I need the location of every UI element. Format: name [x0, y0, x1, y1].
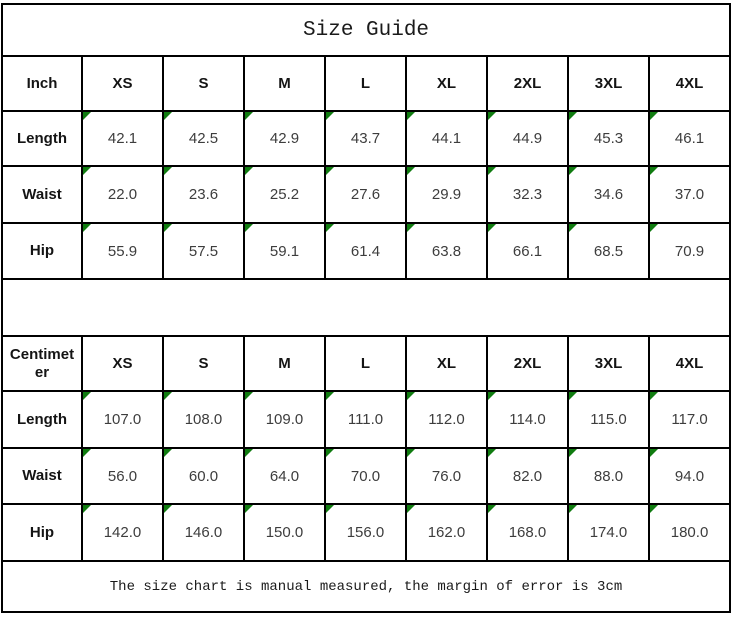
size-cell [487, 504, 568, 561]
size-header-l: L [325, 336, 406, 391]
cell-flag-icon [245, 224, 253, 232]
size-cell [244, 166, 325, 223]
cell-flag-icon [326, 449, 334, 457]
cell-value: 61.4 [350, 242, 381, 260]
cell-value: 70.0 [350, 467, 381, 485]
cell-value: 168.0 [508, 524, 547, 541]
cell-flag-icon [650, 112, 658, 120]
cell-value: 56.0 [107, 467, 138, 485]
size-cell [406, 166, 487, 223]
cell-flag-icon [569, 449, 577, 457]
size-cell [244, 223, 325, 279]
size-header-m: M [244, 56, 325, 111]
size-header-4xl: 4XL [649, 56, 730, 111]
size-cell [487, 391, 568, 448]
cell-value: 108.0 [184, 411, 223, 428]
size-header-3xl: 3XL [568, 336, 649, 391]
cell-value: 46.1 [674, 130, 705, 147]
cell-flag-icon [245, 112, 253, 120]
row-label-length: Length [2, 111, 82, 166]
cell-flag-icon [83, 392, 91, 400]
cell-flag-icon [83, 505, 91, 513]
cell-flag-icon [407, 449, 415, 457]
cell-flag-icon [407, 505, 415, 513]
cell-flag-icon [164, 112, 172, 120]
cell-flag-icon [650, 167, 658, 175]
size-cell [568, 223, 649, 279]
row-label-waist: Waist [2, 448, 82, 504]
cell-value: 76.0 [431, 467, 462, 485]
size-cell [163, 391, 244, 448]
cell-flag-icon [650, 449, 658, 457]
size-header-s: S [163, 56, 244, 111]
cm-header-row [2, 336, 730, 391]
cell-value: 112.0 [428, 411, 465, 428]
cell-value: 174.0 [589, 524, 628, 541]
size-cell [487, 166, 568, 223]
cell-value: 156.0 [346, 524, 385, 541]
cell-value: 42.1 [107, 130, 138, 147]
size-cell [649, 166, 730, 223]
cell-flag-icon [569, 112, 577, 120]
cell-value: 180.0 [670, 524, 709, 541]
spacer-row [2, 279, 730, 336]
size-header-l: L [325, 56, 406, 111]
table-row [2, 223, 730, 279]
unit-header-inch: Inch [2, 56, 82, 111]
size-cell [82, 391, 163, 448]
cell-value: 64.0 [269, 467, 300, 485]
cell-flag-icon [407, 112, 415, 120]
cell-value: 45.3 [593, 130, 624, 147]
spacer-cell [2, 279, 730, 336]
cell-flag-icon [488, 505, 496, 513]
cell-flag-icon [326, 167, 334, 175]
cell-value: 44.9 [512, 130, 543, 147]
table-row [2, 166, 730, 223]
size-cell [325, 391, 406, 448]
size-cell [163, 111, 244, 166]
cell-flag-icon [650, 505, 658, 513]
cell-flag-icon [650, 224, 658, 232]
cell-flag-icon [650, 392, 658, 400]
cell-value: 27.6 [350, 186, 381, 203]
size-cell [163, 504, 244, 561]
cell-value: 115.0 [590, 411, 627, 428]
cell-value: 22.0 [107, 186, 138, 203]
cell-flag-icon [164, 167, 172, 175]
footer-row [2, 561, 730, 612]
cell-value: 88.0 [593, 467, 624, 485]
size-cell [325, 111, 406, 166]
size-cell [244, 391, 325, 448]
size-header-xs: XS [82, 56, 163, 111]
cell-flag-icon [83, 112, 91, 120]
cell-value: 42.5 [188, 130, 219, 147]
size-header-xl: XL [406, 336, 487, 391]
size-cell [244, 448, 325, 504]
size-header-m: M [244, 336, 325, 391]
size-cell [406, 223, 487, 279]
cell-value: 55.9 [107, 242, 138, 260]
size-cell [649, 223, 730, 279]
cell-flag-icon [164, 224, 172, 232]
cell-value: 44.1 [431, 130, 462, 147]
cell-flag-icon [488, 392, 496, 400]
cell-value: 150.0 [265, 524, 304, 541]
cell-value: 25.2 [269, 186, 300, 203]
cell-value: 43.7 [350, 130, 381, 147]
size-cell [163, 166, 244, 223]
size-cell [568, 166, 649, 223]
row-label-hip: Hip [2, 223, 82, 279]
size-cell [406, 504, 487, 561]
cell-value: 117.0 [671, 411, 708, 428]
size-cell [568, 391, 649, 448]
row-label-waist: Waist [2, 166, 82, 223]
size-cell [406, 391, 487, 448]
size-cell [649, 448, 730, 504]
cell-value: 68.5 [593, 242, 624, 260]
cell-flag-icon [83, 224, 91, 232]
size-cell [325, 448, 406, 504]
table-row [2, 448, 730, 504]
size-cell [82, 166, 163, 223]
size-cell [325, 504, 406, 561]
size-header-2xl: 2XL [487, 56, 568, 111]
size-cell [649, 111, 730, 166]
size-cell [82, 504, 163, 561]
cell-value: 146.0 [184, 524, 223, 541]
size-cell [487, 111, 568, 166]
cell-value: 114.0 [509, 411, 546, 428]
size-cell [82, 223, 163, 279]
cell-flag-icon [569, 505, 577, 513]
cell-flag-icon [164, 505, 172, 513]
size-cell [487, 448, 568, 504]
cell-value: 142.0 [103, 524, 142, 541]
size-cell [568, 111, 649, 166]
size-cell [82, 448, 163, 504]
size-cell [649, 391, 730, 448]
cell-flag-icon [83, 167, 91, 175]
cell-flag-icon [407, 167, 415, 175]
cell-flag-icon [488, 167, 496, 175]
page-title: Size Guide [2, 4, 730, 56]
cell-value: 66.1 [512, 242, 543, 260]
size-cell [244, 111, 325, 166]
size-header-2xl: 2XL [487, 336, 568, 391]
cell-flag-icon [326, 224, 334, 232]
size-cell [325, 166, 406, 223]
size-cell [406, 111, 487, 166]
size-header-s: S [163, 336, 244, 391]
cell-value: 29.9 [431, 186, 462, 203]
cell-value: 111.0 [347, 411, 384, 428]
title-row [2, 4, 730, 56]
cell-flag-icon [407, 224, 415, 232]
cell-value: 23.6 [188, 186, 219, 203]
cell-flag-icon [164, 449, 172, 457]
cell-value: 34.6 [593, 186, 624, 203]
size-cell [163, 223, 244, 279]
cell-value: 32.3 [512, 186, 543, 203]
cell-value: 63.8 [431, 242, 462, 260]
cell-flag-icon [569, 167, 577, 175]
cell-flag-icon [569, 224, 577, 232]
size-header-3xl: 3XL [568, 56, 649, 111]
size-cell [244, 504, 325, 561]
cell-value: 57.5 [188, 242, 219, 260]
cell-flag-icon [245, 449, 253, 457]
cell-value: 162.0 [427, 524, 466, 541]
cell-value: 42.9 [269, 130, 300, 147]
cell-flag-icon [488, 112, 496, 120]
cell-value: 60.0 [188, 467, 219, 485]
table-row [2, 111, 730, 166]
cell-value: 37.0 [674, 186, 705, 203]
size-guide-table [1, 3, 731, 613]
size-cell [82, 111, 163, 166]
footer-note: The size chart is manual measured, the margin of error is 3cm [2, 561, 730, 612]
cell-value: 107.0 [103, 411, 142, 428]
cell-value: 109.0 [265, 411, 304, 428]
cell-flag-icon [488, 449, 496, 457]
cell-flag-icon [164, 392, 172, 400]
inch-header-row [2, 56, 730, 111]
cell-flag-icon [245, 392, 253, 400]
cell-flag-icon [407, 392, 415, 400]
cell-flag-icon [245, 167, 253, 175]
size-header-xs: XS [82, 336, 163, 391]
row-label-length: Length [2, 391, 82, 448]
cell-value: 70.9 [674, 242, 705, 260]
size-header-xl: XL [406, 56, 487, 111]
cell-flag-icon [326, 505, 334, 513]
cell-flag-icon [488, 224, 496, 232]
cell-flag-icon [245, 505, 253, 513]
size-cell [649, 504, 730, 561]
cell-value: 82.0 [512, 467, 543, 485]
cell-value: 59.1 [269, 242, 300, 260]
size-cell [568, 448, 649, 504]
table-row [2, 504, 730, 561]
cell-flag-icon [83, 449, 91, 457]
row-label-hip: Hip [2, 504, 82, 561]
size-header-4xl: 4XL [649, 336, 730, 391]
size-cell [406, 448, 487, 504]
size-cell [325, 223, 406, 279]
size-cell [487, 223, 568, 279]
cell-flag-icon [569, 392, 577, 400]
unit-header-centimeter: Centimeter [2, 336, 82, 391]
cell-flag-icon [326, 112, 334, 120]
table-row [2, 391, 730, 448]
cell-flag-icon [326, 392, 334, 400]
cell-value: 94.0 [674, 467, 705, 485]
size-cell [568, 504, 649, 561]
size-cell [163, 448, 244, 504]
